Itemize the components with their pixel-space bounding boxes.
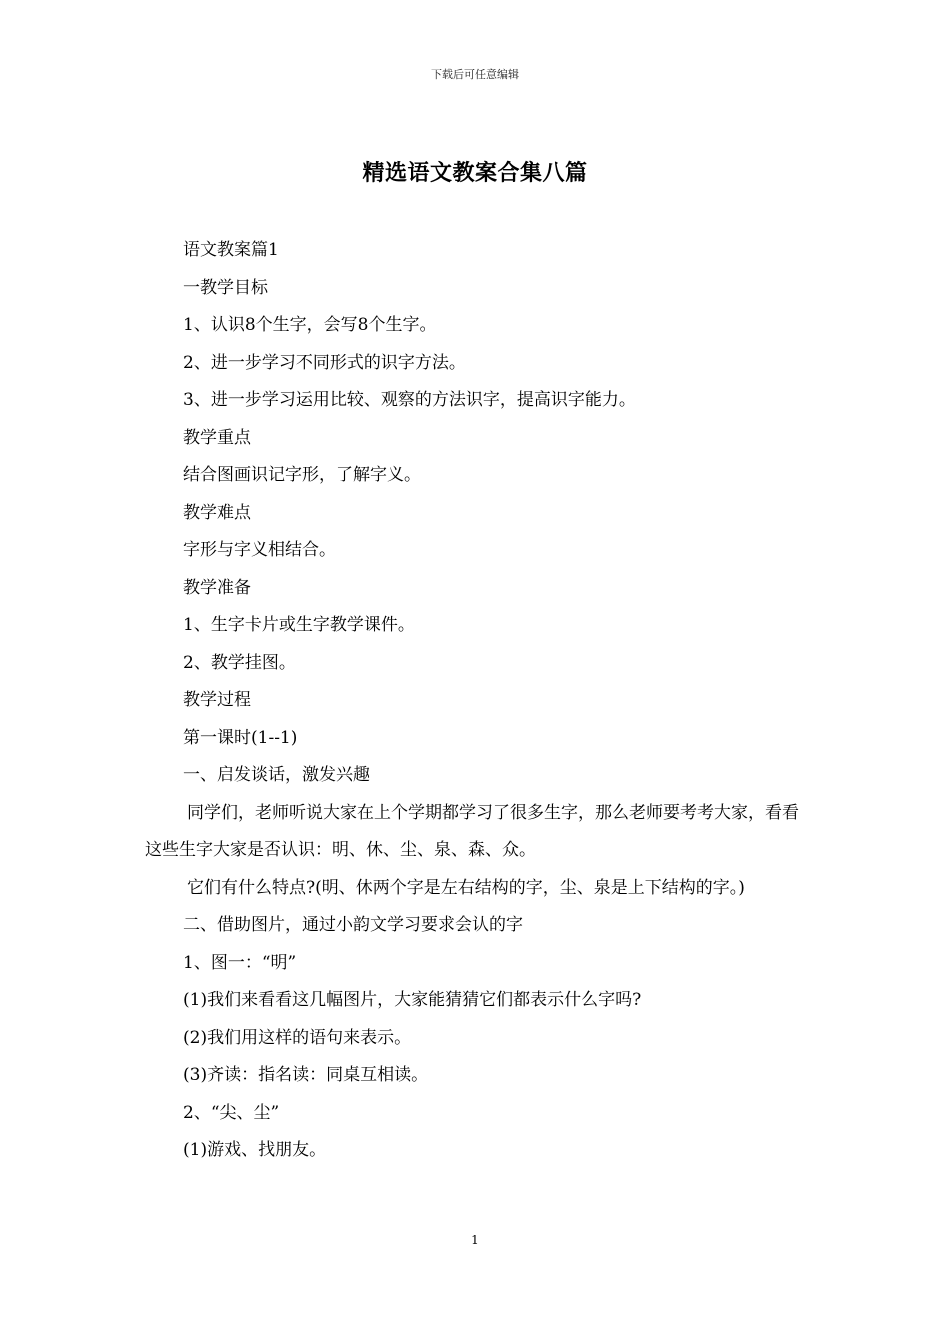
- paragraph: (1)游戏、找朋友。: [183, 1140, 327, 1160]
- paragraph: 同学们，老师听说大家在上个学期都学习了很多生字，那么老师要考考大家，看看这些生字大家是否认识：明、休、尘、泉、森、众。: [145, 802, 799, 860]
- paragraph: (3)齐读：指名读：同桌互相读。: [183, 1065, 429, 1085]
- paragraph: 2、教学挂图。: [183, 652, 296, 673]
- paragraph: 2、“尖、尘”: [183, 1102, 280, 1123]
- paragraph: (2)我们用这样的语句来表示。: [183, 1027, 412, 1048]
- paragraph: 教学准备: [183, 577, 251, 598]
- paragraph: 教学重点: [183, 427, 251, 448]
- paragraph: 1、认识8个生字，会写8个生字。: [183, 315, 437, 335]
- paragraph: 教学难点: [183, 502, 251, 523]
- paragraph: 字形与字义相结合。: [183, 540, 336, 560]
- paragraph: 结合图画识记字形，了解字义。: [183, 465, 421, 485]
- paragraph: 2、进一步学习不同形式的识字方法。: [183, 352, 466, 373]
- paragraph: 1、图一：“明”: [183, 952, 297, 973]
- paragraph: 语文教案篇1: [183, 240, 279, 260]
- paragraph: 一、启发谈话，激发兴趣: [183, 765, 370, 785]
- page-number: 1: [471, 1233, 479, 1247]
- paragraph: 第一课时(1--1): [183, 727, 298, 748]
- header-note: 下载后可任意编辑: [431, 68, 519, 81]
- paragraph: 教学过程: [183, 690, 251, 710]
- document-title: 精选语文教案合集八篇: [362, 160, 588, 186]
- document-body: [145, 232, 810, 1170]
- paragraph: 它们有什么特点?(明、休两个字是左右结构的字，尘、泉是上下结构的字。): [187, 877, 745, 898]
- paragraph: (1)我们来看看这几幅图片，大家能猜猜它们都表示什么字吗?: [183, 990, 642, 1010]
- paragraph: 1、生字卡片或生字教学课件。: [183, 615, 415, 635]
- paragraph: 一教学目标: [183, 277, 268, 298]
- paragraph: 3、进一步学习运用比较、观察的方法识字，提高识字能力。: [183, 390, 636, 410]
- paragraph: 二、借助图片，通过小韵文学习要求会认的字: [183, 915, 523, 935]
